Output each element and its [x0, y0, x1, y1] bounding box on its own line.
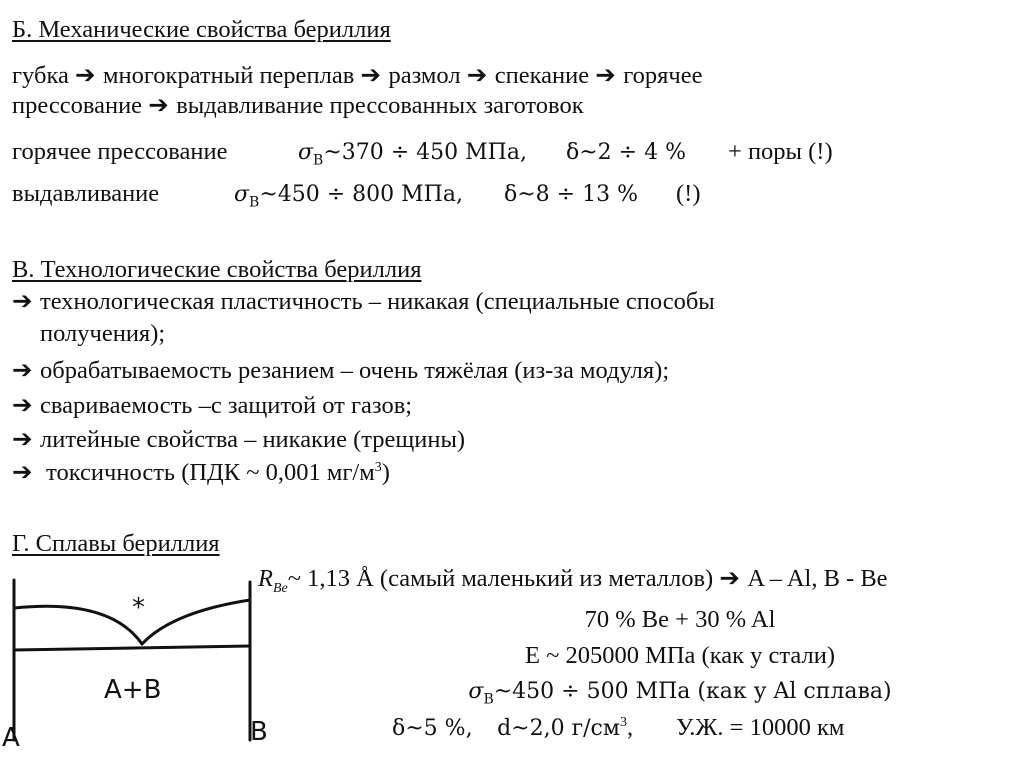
arrow-right-icon: ➔	[12, 392, 33, 419]
arrow-right-icon: ➔	[148, 92, 169, 119]
process-step-5: горячее	[623, 62, 703, 89]
modulus-line: E ~ 205000 МПа (как у стали)	[524, 642, 835, 669]
hot-pressing-label: горячее прессование	[12, 138, 228, 165]
superscript: 3	[374, 459, 382, 475]
list-item	[12, 426, 465, 454]
sigma-subscript: В	[483, 691, 494, 708]
list-item-text: обрабатываемость резанием – очень тяжёлая (из-за модуля);	[40, 357, 670, 384]
extrusion-elongation: δ~8 ÷ 13 %	[504, 182, 638, 207]
process-step-7: выдавливание прессованных заготовок	[176, 92, 584, 119]
phase-diagram	[0, 560, 280, 767]
process-step-2: многократный переплав	[102, 62, 355, 89]
density-exponent: 3	[619, 714, 627, 730]
sigma-subscript: В	[313, 152, 324, 169]
process-step-6: прессование	[12, 92, 143, 119]
axis-label-b: B	[250, 717, 268, 747]
arrow-right-icon: ➔	[595, 62, 616, 89]
list-item-text: технологическая пластичность – никакая (специальные способы	[40, 288, 715, 315]
process-chain-line2	[12, 92, 584, 120]
specific-length: У.Ж. = 10000 км	[675, 714, 845, 741]
list-item-continuation: получения);	[40, 320, 166, 347]
list-item	[12, 357, 669, 385]
solid-phase-label: A+B	[104, 675, 162, 705]
arrow-right-icon: ➔	[360, 62, 381, 89]
hot-pressing-strength	[298, 139, 527, 167]
arrow-right-icon: ➔	[466, 62, 488, 89]
composition-line: 70 % Be + 30 % Al	[584, 606, 776, 633]
arrow-right-icon: ➔	[719, 565, 740, 592]
strength-line	[360, 678, 1000, 706]
arrow-right-icon: ➔	[74, 62, 96, 89]
process-step-3: размол	[388, 62, 461, 89]
eutectic-line	[14, 646, 250, 650]
process-step-4: спекание	[494, 62, 590, 89]
section-g-title: Г. Сплавы бериллия	[12, 530, 220, 557]
process-step-1: губка	[12, 62, 69, 89]
phase-text: A – Al, B - Be	[747, 565, 888, 592]
list-item-text: )	[381, 459, 390, 486]
process-chain-line1	[12, 62, 703, 90]
list-item-text: токсичность (ПДК ~ 0,001 мг/м	[46, 459, 375, 486]
liquidus-left	[14, 606, 142, 644]
radius-subscript: Be	[272, 580, 288, 596]
hot-pressing-note: + поры (!)	[728, 138, 833, 165]
section-b-title: Б. Механические свойства бериллия	[12, 16, 391, 43]
radius-symbol: R	[258, 565, 273, 592]
strength-value: ~450 ÷ 500 МПа (как у Al сплава)	[493, 679, 892, 704]
list-item-text: свариваемость –с защитой от газов;	[40, 392, 413, 419]
arrow-right-icon: ➔	[12, 459, 33, 486]
sigma-symbol: σ	[234, 182, 250, 207]
list-item	[12, 459, 390, 487]
strength-value: ~450 ÷ 800 МПа,	[259, 182, 463, 207]
list-item	[12, 288, 715, 316]
extrusion-strength	[234, 181, 463, 209]
sigma-symbol: σ	[298, 140, 314, 165]
properties-line: δ~5 %, d~2,0 $г/см^3$, У.Ж. = 10000 км	[392, 714, 845, 741]
arrow-right-icon: ➔	[12, 288, 33, 315]
liquid-label: *	[132, 593, 145, 623]
arrow-right-icon: ➔	[12, 357, 33, 384]
sigma-symbol: σ	[468, 679, 484, 704]
arrow-right-icon: ➔	[12, 426, 33, 453]
sigma-subscript: В	[249, 194, 260, 211]
list-item	[12, 392, 412, 420]
extrusion-label: выдавливание	[12, 180, 160, 207]
liquidus-right	[142, 600, 250, 644]
strength-value: ~370 ÷ 450 МПа,	[323, 140, 527, 165]
elongation-value: δ~5 %,	[392, 716, 473, 741]
hot-pressing-elongation: δ~2 ÷ 4 %	[566, 140, 686, 165]
extrusion-note: (!)	[676, 180, 701, 207]
axis-label-a: A	[2, 723, 20, 753]
radius-text: ~ 1,13 Å (самый маленький из металлов)	[287, 565, 714, 592]
density-value: d~2,0 г/см	[497, 716, 620, 741]
atomic-radius-line	[258, 565, 888, 596]
section-v-title: В. Технологические свойства бериллия	[12, 256, 422, 283]
list-item-text: литейные свойства – никакие (трещины)	[40, 426, 466, 453]
